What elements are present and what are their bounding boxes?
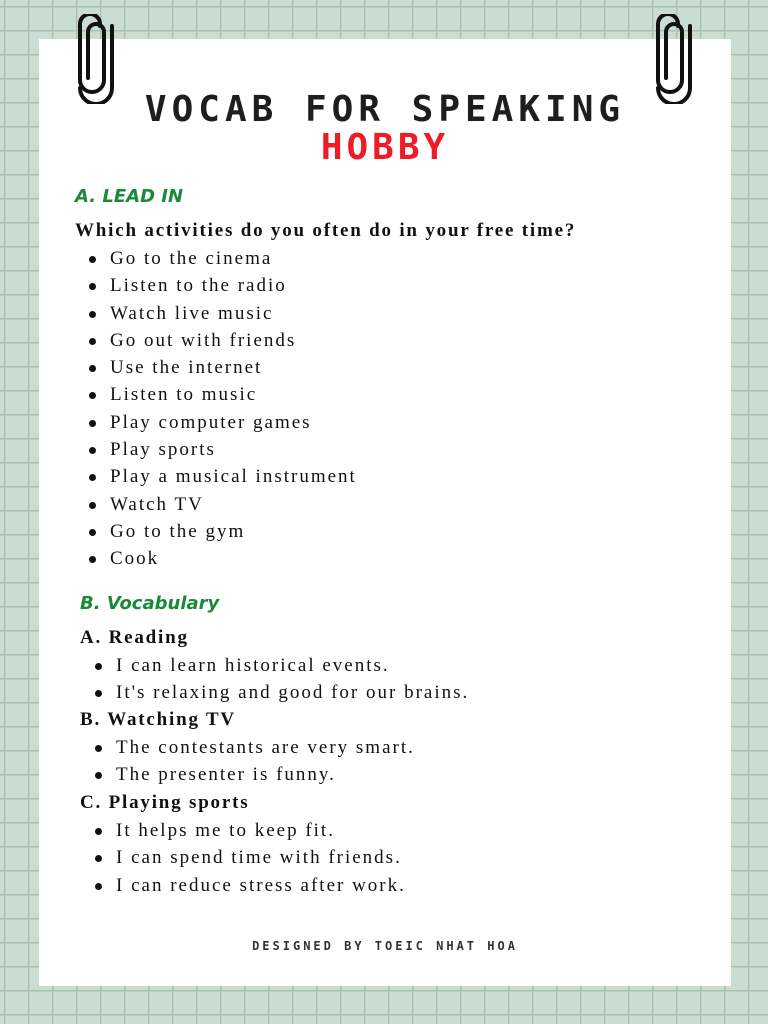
activities-list xyxy=(88,245,357,573)
list-item: Listen to the radio xyxy=(88,272,357,299)
group-title-watching-tv: B. Watching TV xyxy=(80,709,236,730)
bullet-icon xyxy=(89,365,96,372)
list-item: Play computer games xyxy=(88,409,357,436)
bullet-icon xyxy=(89,283,96,290)
bullet-icon xyxy=(89,529,96,536)
list-item: Play sports xyxy=(88,436,357,463)
bullet-icon xyxy=(89,338,96,345)
playing-sports-list xyxy=(94,817,406,899)
bullet-icon xyxy=(95,772,102,779)
list-item: Play a musical instrument xyxy=(88,463,357,490)
footer-credit: DESIGNED BY TOEIC NHAT HOA xyxy=(252,939,518,953)
bullet-icon xyxy=(95,828,102,835)
group-title-reading: A. Reading xyxy=(80,627,189,648)
list-item: The contestants are very smart. xyxy=(94,734,415,761)
bullet-icon xyxy=(89,256,96,263)
bullet-icon xyxy=(95,855,102,862)
list-item: It helps me to keep fit. xyxy=(94,817,406,844)
list-item: Watch TV xyxy=(88,491,357,518)
bullet-icon xyxy=(95,663,102,670)
list-item: I can reduce stress after work. xyxy=(94,872,406,899)
bullet-icon xyxy=(89,392,96,399)
page-title: VOCAB FOR SPEAKING xyxy=(144,89,626,130)
bullet-icon xyxy=(89,447,96,454)
section-heading-lead-in: A. LEAD IN xyxy=(75,186,184,207)
bullet-icon xyxy=(89,502,96,509)
list-item: It's relaxing and good for our brains. xyxy=(94,679,469,706)
bullet-icon xyxy=(95,690,102,697)
bullet-icon xyxy=(95,883,102,890)
list-item: I can spend time with friends. xyxy=(94,844,406,871)
bullet-icon xyxy=(95,745,102,752)
list-item: Go to the gym xyxy=(88,518,357,545)
list-item: The presenter is funny. xyxy=(94,761,415,788)
page-subtitle: HOBBY xyxy=(320,127,450,168)
list-item: Go to the cinema xyxy=(88,245,357,272)
bullet-icon xyxy=(89,556,96,563)
list-item: Cook xyxy=(88,545,357,572)
bullet-icon xyxy=(89,311,96,318)
list-item: Listen to music xyxy=(88,381,357,408)
bullet-icon xyxy=(89,420,96,427)
list-item: I can learn historical events. xyxy=(94,652,469,679)
list-item: Watch live music xyxy=(88,300,357,327)
group-title-playing-sports: C. Playing sports xyxy=(80,792,250,813)
list-item: Go out with friends xyxy=(88,327,357,354)
lead-in-question: Which activities do you often do in your free time? xyxy=(75,220,577,241)
list-item: Use the internet xyxy=(88,354,357,381)
bullet-icon xyxy=(89,474,96,481)
watching-tv-list xyxy=(94,734,415,789)
reading-list xyxy=(94,652,469,707)
section-heading-vocabulary: B. Vocabulary xyxy=(80,593,220,614)
